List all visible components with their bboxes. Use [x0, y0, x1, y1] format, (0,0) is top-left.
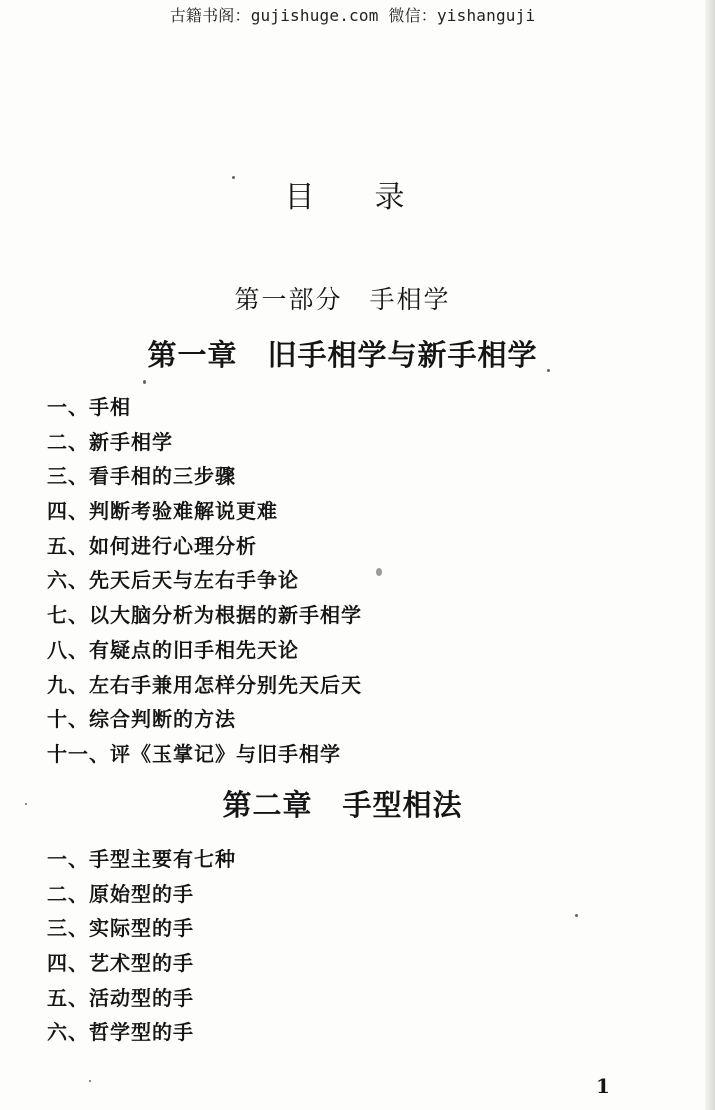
toc-entry: 三、实际型的手 [47, 916, 194, 941]
toc-entry: 二、原始型的手 [47, 881, 194, 906]
toc-entry: 四、艺术型的手 [47, 951, 194, 976]
toc-entry: 六、哲学型的手 [47, 1020, 194, 1045]
scan-speck [575, 914, 578, 917]
toc-entry: 一、手型主要有七种 [47, 847, 236, 871]
scan-speck [143, 380, 146, 384]
toc-entry: 一、手相 [47, 395, 131, 419]
toc-title: 目录 [284, 180, 465, 215]
scan-speck [547, 369, 550, 372]
chapter-2-toc-list [47, 842, 236, 1050]
part-title: 第一部分 手相学 [234, 285, 451, 314]
scan-speck [376, 568, 382, 576]
toc-entry: 六、先天后天与左右手争论 [47, 568, 299, 593]
toc-entry: 七、以大脑分析为根据的新手相学 [47, 603, 362, 628]
chapter-2-title: 第二章 手型相法 [222, 788, 463, 822]
watermark-text: 古籍书阁：gujishuge.com 微信：yishanguji [169, 6, 536, 25]
toc-entry: 二、新手相学 [47, 429, 173, 454]
toc-entry: 五、如何进行心理分析 [47, 533, 257, 558]
toc-entry: 五、活动型的手 [47, 985, 194, 1010]
page-number: 1 [596, 1074, 610, 1098]
scan-speck [89, 1080, 91, 1082]
chapter-1-title: 第一章 旧手相学与新手相学 [147, 338, 538, 372]
scan-speck [232, 176, 235, 179]
chapter-1-toc-list [47, 390, 362, 772]
scan-speck [25, 803, 27, 805]
toc-entry: 十、综合判断的方法 [47, 707, 236, 732]
toc-entry: 九、左右手兼用怎样分别先天后天 [47, 672, 362, 697]
toc-entry: 十一、评《玉掌记》与旧手相学 [47, 741, 341, 766]
toc-entry: 八、有疑点的旧手相先天论 [47, 637, 299, 662]
page-edge-shadow [705, 0, 715, 1110]
toc-entry: 四、判断考验难解说更难 [47, 499, 278, 524]
toc-entry: 三、看手相的三步骤 [47, 464, 236, 489]
